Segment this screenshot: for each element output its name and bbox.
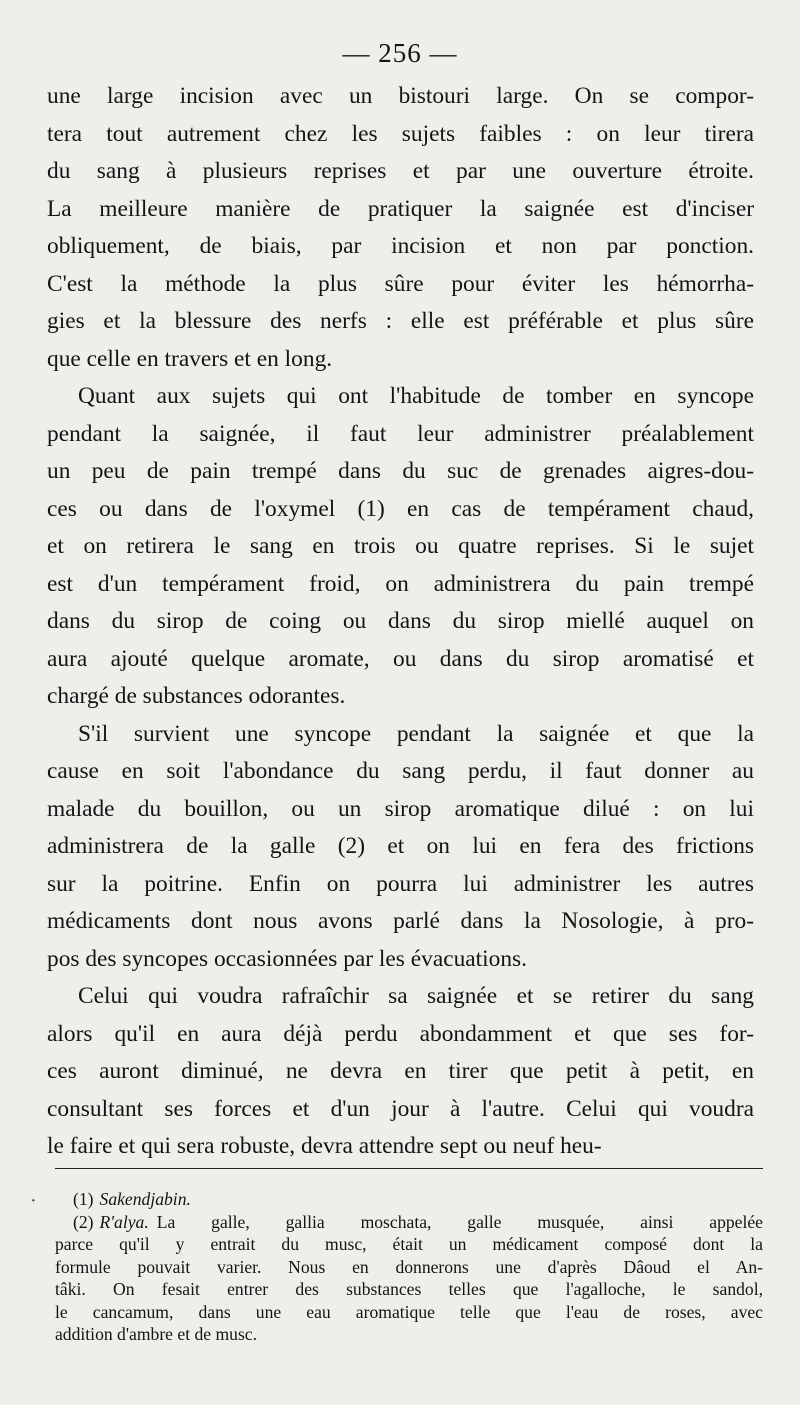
footnote-line: addition d'ambre et de musc. <box>55 1324 258 1344</box>
text-line: C'est la méthode la plus sûre pour éviter les hémorrha- <box>47 270 754 297</box>
paragraph <box>47 978 754 1166</box>
text-line: ces auront diminué, ne devra en tirer que petit à petit, en <box>47 1058 754 1084</box>
text-line: malade du bouillon, ou un sirop aromatique dilué : on lui <box>47 795 754 822</box>
footnote <box>55 1188 763 1211</box>
footnote-line: tâki. On fesait entrer des substances telles que l'agalloche, le sandol, <box>55 1279 763 1299</box>
footnote-line: le cancamum, dans une eau aromatique telle que l'eau de roses, avec <box>55 1301 763 1322</box>
text-line: La meilleure manière de pratiquer la saignée est d'inciser <box>47 195 754 222</box>
footnote-term: R'alya. <box>99 1211 149 1232</box>
text-line: que celle en travers et en long. <box>47 345 333 372</box>
paragraph <box>47 78 754 378</box>
text-line: gies et la blessure des nerfs : elle est préférable et plus sûre <box>47 308 754 334</box>
paragraph <box>47 378 754 716</box>
paragraph <box>47 716 754 979</box>
text-line: sur la poitrine. Enfin on pourra lui administrer les autres <box>47 870 754 897</box>
footnote-line <box>55 1188 763 1211</box>
text-line: une large incision avec un bistouri large. On se compor- <box>47 83 754 109</box>
text-line: obliquement, de biais, par incision et non par ponction. <box>47 233 754 259</box>
text-line: ces ou dans de l'oxymel (1) en cas de tempérament chaud, <box>47 495 754 522</box>
text-line: chargé de substances odorantes. <box>47 683 346 709</box>
main-text <box>47 78 754 1166</box>
footnotes <box>55 1188 763 1346</box>
text-line: consultant ses forces et d'un jour à l'autre. Celui qui voudra <box>47 1095 754 1122</box>
footnote <box>55 1211 763 1346</box>
text-line: dans du sirop de coing ou dans du sirop miellé auquel on <box>47 608 754 634</box>
footnote-marker: (1) <box>73 1189 94 1209</box>
text-line: du sang à plusieurs reprises et par une ouverture étroite. <box>47 158 754 184</box>
text-line: est d'un tempérament froid, on administrera du pain trempé <box>47 570 754 597</box>
text-line: alors qu'il en aura déjà perdu abondamment et que ses for- <box>47 1020 754 1047</box>
text-line: un peu de pain trempé dans du suc de grenades aigres-dou- <box>47 458 754 484</box>
footnote-line: parce qu'il y entrait du musc, était un médicament composé dont la <box>55 1234 763 1254</box>
text-line: aura ajouté quelque aromate, ou dans du sirop aromatisé et <box>47 645 754 672</box>
text-line: Celui qui voudra rafraîchir sa saignée et se retirer du sang <box>78 983 754 1009</box>
page-number: — 256 — <box>342 38 458 68</box>
footnote-line <box>55 1211 763 1234</box>
margin-mark: · <box>30 1190 37 1212</box>
text-line: et on retirera le sang en trois ou quatre reprises. Si le sujet <box>47 533 754 559</box>
text-line: pos des syncopes occasionnées par les évacuations. <box>47 945 528 972</box>
text-line: médicaments dont nous avons parlé dans la Nosologie, à pro- <box>47 908 754 934</box>
text-line: tera tout autrement chez les sujets faibles : on leur tirera <box>47 120 754 147</box>
text-line: le faire et qui sera robuste, devra attendre sept ou neuf heu- <box>47 1133 602 1159</box>
text-line: cause en soit l'abondance du sang perdu, il faut donner au <box>47 758 754 784</box>
footnote-term: Sakendjabin. <box>99 1189 191 1209</box>
footnote-line: formule pouvait varier. Nous en donnerons une d'après Dâoud el An- <box>55 1256 763 1277</box>
footnote-separator <box>55 1168 763 1169</box>
text-line: pendant la saignée, il faut leur administrer préalablement <box>47 420 754 447</box>
footnote-marker: (2) <box>73 1211 94 1232</box>
text-line: S'il survient une syncope pendant la saignée et que la <box>78 720 754 747</box>
footnote-text: La galle, gallia moschata, galle musquée, ainsi appelée <box>156 1211 763 1232</box>
text-line: Quant aux sujets qui ont l'habitude de tomber en syncope <box>78 383 754 409</box>
text-line: administrera de la galle (2) et on lui en fera des frictions <box>47 833 754 859</box>
